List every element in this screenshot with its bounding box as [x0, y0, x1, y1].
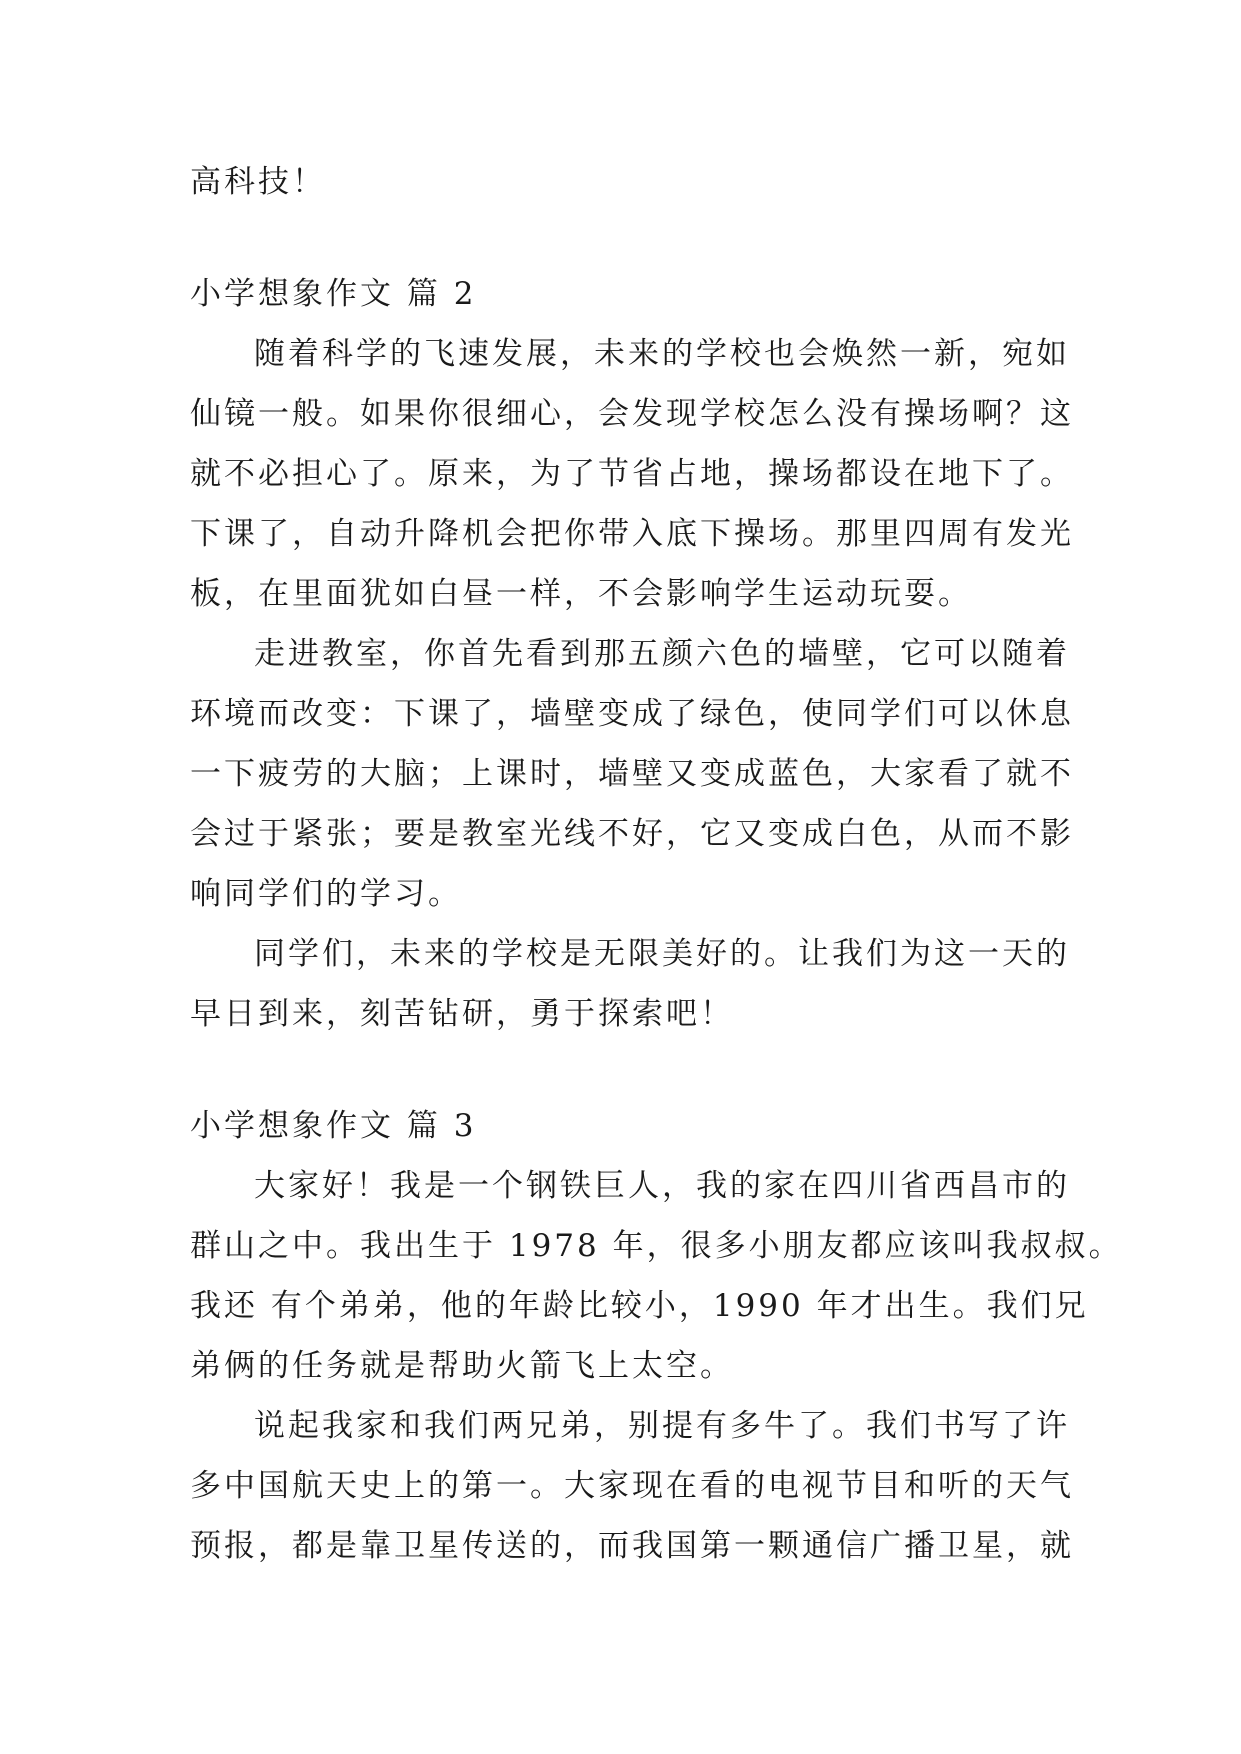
previous-essay-ending: 高科技！	[190, 164, 326, 200]
paragraph-line: 响同学们的学习。	[190, 876, 462, 912]
paragraph-line: 预报，都是靠卫星传送的，而我国第一颗通信广播卫星，就	[190, 1528, 1074, 1564]
section-heading-3: 小学想象作文 篇 3	[190, 1108, 477, 1144]
paragraph-line: 多中国航天史上的第一。大家现在看的电视节目和听的天气	[190, 1468, 1074, 1504]
paragraph-line: 环境而改变：下课了，墙壁变成了绿色，使同学们可以休息	[190, 696, 1074, 732]
paragraph-line: 我还 有个弟弟，他的年龄比较小，1990 年才出生。我们兄	[190, 1288, 1089, 1324]
section-heading-2: 小学想象作文 篇 2	[190, 276, 477, 312]
paragraph-line: 仙镜一般。如果你很细心，会发现学校怎么没有操场啊？这	[190, 396, 1074, 432]
paragraph-line: 早日到来，刻苦钻研，勇于探索吧！	[190, 996, 734, 1032]
paragraph-line: 大家好！我是一个钢铁巨人，我的家在四川省西昌市的	[254, 1168, 1070, 1204]
paragraph-line: 群山之中。我出生于 1978 年，很多小朋友都应该叫我叔叔。	[190, 1228, 1123, 1264]
paragraph-line: 同学们，未来的学校是无限美好的。让我们为这一天的	[254, 936, 1070, 972]
paragraph-line: 下课了，自动升降机会把你带入底下操场。那里四周有发光	[190, 516, 1074, 552]
document-body	[190, 160, 1123, 1584]
paragraph-line: 一下疲劳的大脑；上课时，墙壁又变成蓝色，大家看了就不	[190, 756, 1074, 792]
paragraph-line: 就不必担心了。原来，为了节省占地，操场都设在地下了。	[190, 456, 1074, 492]
paragraph-line: 走进教室，你首先看到那五颜六色的墙壁，它可以随着	[254, 636, 1070, 672]
paragraph-line: 弟俩的任务就是帮助火箭飞上太空。	[190, 1348, 734, 1384]
paragraph-line: 说起我家和我们两兄弟，别提有多牛了。我们书写了许	[254, 1408, 1070, 1444]
paragraph-line: 随着科学的飞速发展，未来的学校也会焕然一新，宛如	[254, 336, 1070, 372]
paragraph-line: 板，在里面犹如白昼一样，不会影响学生运动玩耍。	[190, 576, 972, 612]
paragraph-line: 会过于紧张；要是教室光线不好，它又变成白色，从而不影	[190, 816, 1074, 852]
